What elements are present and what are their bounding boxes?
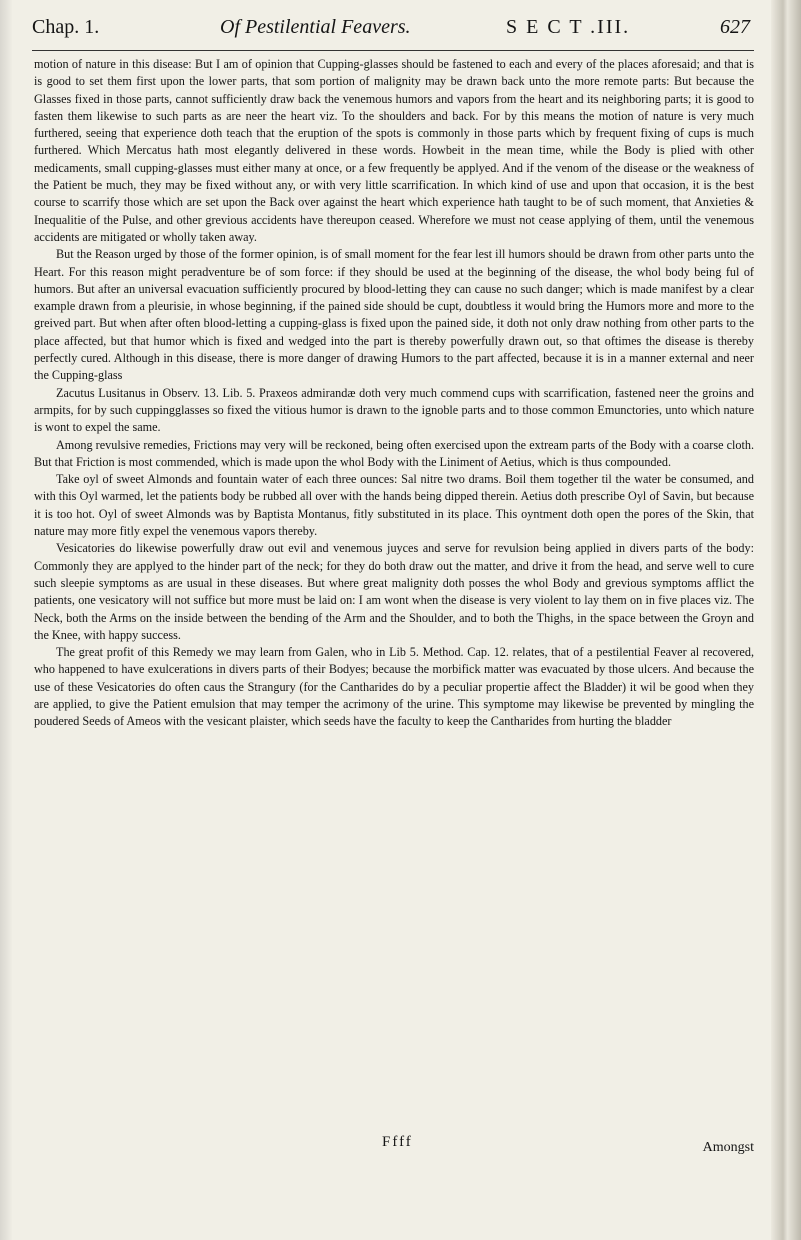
- running-header: [32, 14, 754, 52]
- body-text: [34, 56, 754, 731]
- signature-mark: Ffff: [382, 1134, 413, 1150]
- running-title: Of Pestilential Feavers.: [220, 16, 411, 38]
- chapter-label: Chap. 1.: [32, 16, 100, 38]
- header-rule: [32, 50, 754, 51]
- paragraph: Among revulsive remedies, Frictions may very will be reckoned, being often exercised upon the extream parts of the Body with a coarse cloth. But that Friction is most commended, which is made upon the whol Body with the Liniment of Aetius, which is thus compounded.: [34, 437, 754, 469]
- paragraph: motion of nature in this disease: But I am of opinion that Cupping-glasses should be fastened to each and every of the places aforesaid; and that is is good to set them first upon the lower parts, that som portion of malignity may be drawn back unto the more remote parts: But because the Glasses fixed in those parts, cannot sufficiently draw back the venemous humors and vapors from the heart and its neighboring parts; it is good to fasten them likewise to such parts as are neer the heart viz. To the shoulders and back. For by this means the motion of nature is very much furthered, seeing that experience doth teach that the eruption of the spots is commonly in those parts which by frequent fixing of cups is much furthered. Which Mercatus hath most elegantly delivered in these words. Howbeit in the mean time, while the Body is plied with other medicaments, small cupping-glasses must either many at once, or a few frequently be applyed. And if the venom of the disease or the weakness of the Patient be much, they may be fixed without any, or with very little scarrification. In which kind of use and upon that occasion, it is the best course to scarrify those which are set upon the Back over against the heart which experience hath taught to be of such moment, that Anxieties & Inequalitie of the Pulse, and other grevious accidents have thereupon ceased. Wherefore we must not cease applying of them, until the venemous accidents are mitigated or wholly taken away.: [34, 57, 754, 244]
- paragraph: Take oyl of sweet Almonds and fountain water of each three ounces: Sal nitre two drams. Boil them together til the water be consumed, and with this Oyl warmed, let the patients body be rubbed all over with the hands being dipped therein. Aetius doth prescribe Oyl of Savin, but because it is too hot. Oyl of sweet Almonds was by Baptista Montanus, fitly substituted in its place. This oyntment doth open the pores of the Skin, that nature may more fitly expel the venemous vapors thereby.: [34, 472, 754, 539]
- section-label: S E C T .III.: [506, 16, 631, 38]
- paragraph: The great profit of this Remedy we may learn from Galen, who in Lib 5. Method. Cap. 12. relates, that of a pestilential Feaver al recovered, who happened to have exulcerations in divers parts of their Bodyes; because the morbifick matter was evacuated by those ulcers. And because the use of these Vesicatories do often caus the Strangury (for the Cantharides do by a peculiar propertie affect the Bladder) it wil be good when they are applied, to give the Patient emulsion that may temper the acrimony of the urine. This symptome may likewise be prevented by mingling the poudered Seeds of Ameos with the vesicant plaister, which seeds have the faculty to keep the Cantharides from hurting the bladder: [34, 645, 754, 729]
- page-binding-edge: [771, 0, 801, 1240]
- page-number: 627: [720, 16, 750, 38]
- page-gutter-left: [0, 0, 12, 1240]
- paragraph: Zacutus Lusitanus in Observ. 13. Lib. 5. Praxeos admirandæ doth very much commend cups with scarrification, fastened neer the groins and armpits, for by such cuppingglasses so fixed the vitious humor is drawn to the ignoble parts and to those common Emunctories, unto which nature is wont to expel the same.: [34, 385, 754, 435]
- paragraph: But the Reason urged by those of the former opinion, is of small moment for the fear lest ill humors should be drawn from other parts unto the Heart. For this reason might peradventure be of som force: if they should be used at the beginning of the disease, the whol body being ful of humors. But after an universal evacuation sufficiently procured by blood-letting they can cause no such danger; which is made manifest by a clear example drawn from a pleurisie, in whose beginning, if the pained side should be cupt, doubtless it would bring the Humors more and more to the greived part. But when after often blood-letting a cupping-glass is fixed upon the pained side, it doth not only draw nothing from other parts to the place affected, but that humor which is fixed and wedged into the part is thereby powerfully drawn out, so that oftimes the disease is thereby perfectly cured. Although in this disease, there is more danger of drawing Humors to the part affected, because it is in a manner external and neer the Cupping-glass: [34, 247, 754, 383]
- catchword: Amongst: [702, 1140, 754, 1155]
- page-footer: [34, 1134, 754, 1164]
- paragraph: Vesicatories do likewise powerfully draw out evil and venemous juyces and serve for revulsion being applied in divers parts of the body: Commonly they are applyed to the hinder part of the neck; for they do both draw out the matter, and drive it from the head, and serve well to cure such sleepie symptoms as are usual in these diseases. But where great malignity doth posses the whol Body and grevious symptoms afflict the patients, one vesicatory will not suffice but more must be laid on: I am wont when the disease is very violent to lay them on in five places viz. The Neck, both the Arms on the inside between the bending of the Arm and the Shoulder, and to both the Thighs, in the space between the Groyn and the Knee, with happy success.: [34, 541, 754, 642]
